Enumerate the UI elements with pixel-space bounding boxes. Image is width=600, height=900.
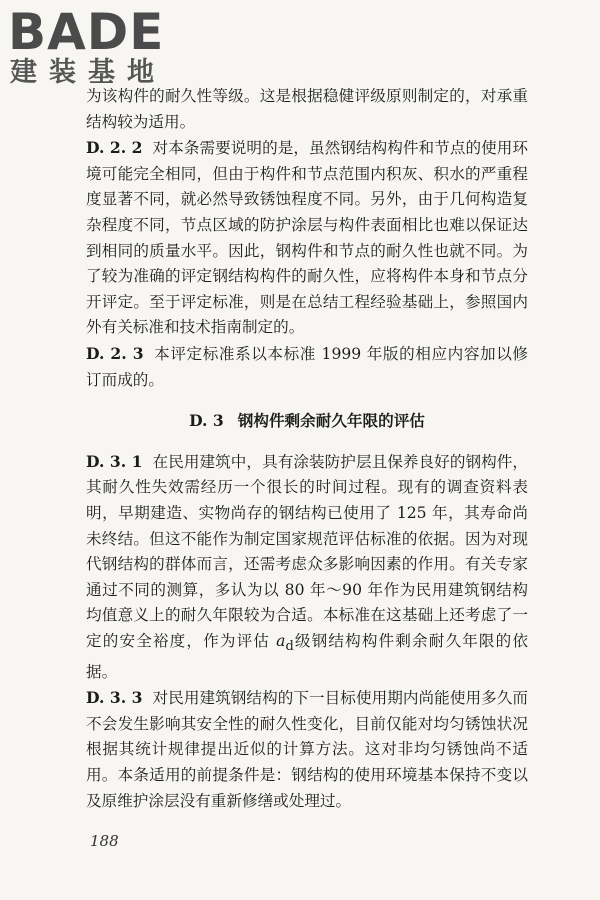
intro-paragraph: 为该构件的耐久性等级。这是根据稳健评级原则制定的，对承重结构较为适用。 xyxy=(86,87,528,131)
clause-text: 在民用建筑中，具有涂装防护层且保养良好的钢构件，其耐久性失效需经历一个很长的时间过程。现有的调查资料表明，早期建造、实物尚存的钢结构已使用了 125 年，其寿命尚未终结。但这不能作为制定国家规范评估标准的依据。因为对现代钢结构的群体而言，还需考虑众多影响因素的作用。有关专家通过不同的测算，多认为以 80 年～90 年作为民用建筑钢结构均值意义上的耐久年限较为合适。本标准在这基础上还考虑了一定的安全裕度，作为评估 xyxy=(86,452,528,650)
section-title: 钢构件剩余耐久年限的评估 xyxy=(237,411,425,431)
grade-symbol: a xyxy=(276,631,286,650)
clause-number: D. 2. 3 xyxy=(86,343,144,363)
page-number: 188 xyxy=(90,832,119,850)
logo-wordmark: BADE xyxy=(8,3,165,61)
grade-subscript: d xyxy=(285,638,294,654)
section-heading xyxy=(86,408,528,434)
clause-d-3-1 xyxy=(86,449,528,685)
clause-number: D. 3. 3 xyxy=(86,688,143,708)
clause-d-3-3 xyxy=(86,685,528,814)
clause-d-2-2 xyxy=(86,135,528,341)
clause-d-2-3 xyxy=(86,341,528,393)
section-number: D. 3 xyxy=(189,411,224,431)
clause-number: D. 2. 2 xyxy=(86,138,143,158)
clause-text: 对民用建筑钢结构的下一目标使用期内尚能使用多久而不会发生影响其安全性的耐久性变化，目前仅能对均匀锈蚀状况根据其统计规律提出近似的计算方法。这对非均匀锈蚀尚不适用。本条适用的前提条件是：钢结构的使用环境基本保持不变以及原维护涂层没有重新修缮或处理过。 xyxy=(86,689,528,810)
page-body xyxy=(86,84,528,814)
clause-text-end: 级钢结构构件剩余耐久年限的依据。 xyxy=(86,631,528,681)
logo-subtitle: 建装基地 xyxy=(10,57,166,88)
watermark-logo xyxy=(8,4,198,94)
clause-text: 对本条需要说明的是，虽然钢结构构件和节点的使用环境可能完全相同，但由于构件和节点范围内积灰、积水的严重程度显著不同，就必然导致锈蚀程度不同。另外，由于几何构造复杂程度不同，节点区域的防护涂层与构件表面相比也难以保证达到相同的质量水平。因此，钢构件和节点的耐久性也就不同。为了较为准确的评定钢结构构件的耐久性，应将构件本身和节点分开评定。至于评定标准，则是在总结工程经验基础上，参照国内外有关标准和技术指南制定的。 xyxy=(86,139,528,337)
clause-text: 本评定标准系以本标准 1999 年版的相应内容加以修订而成的。 xyxy=(86,344,528,389)
clause-number: D. 3. 1 xyxy=(86,451,143,471)
